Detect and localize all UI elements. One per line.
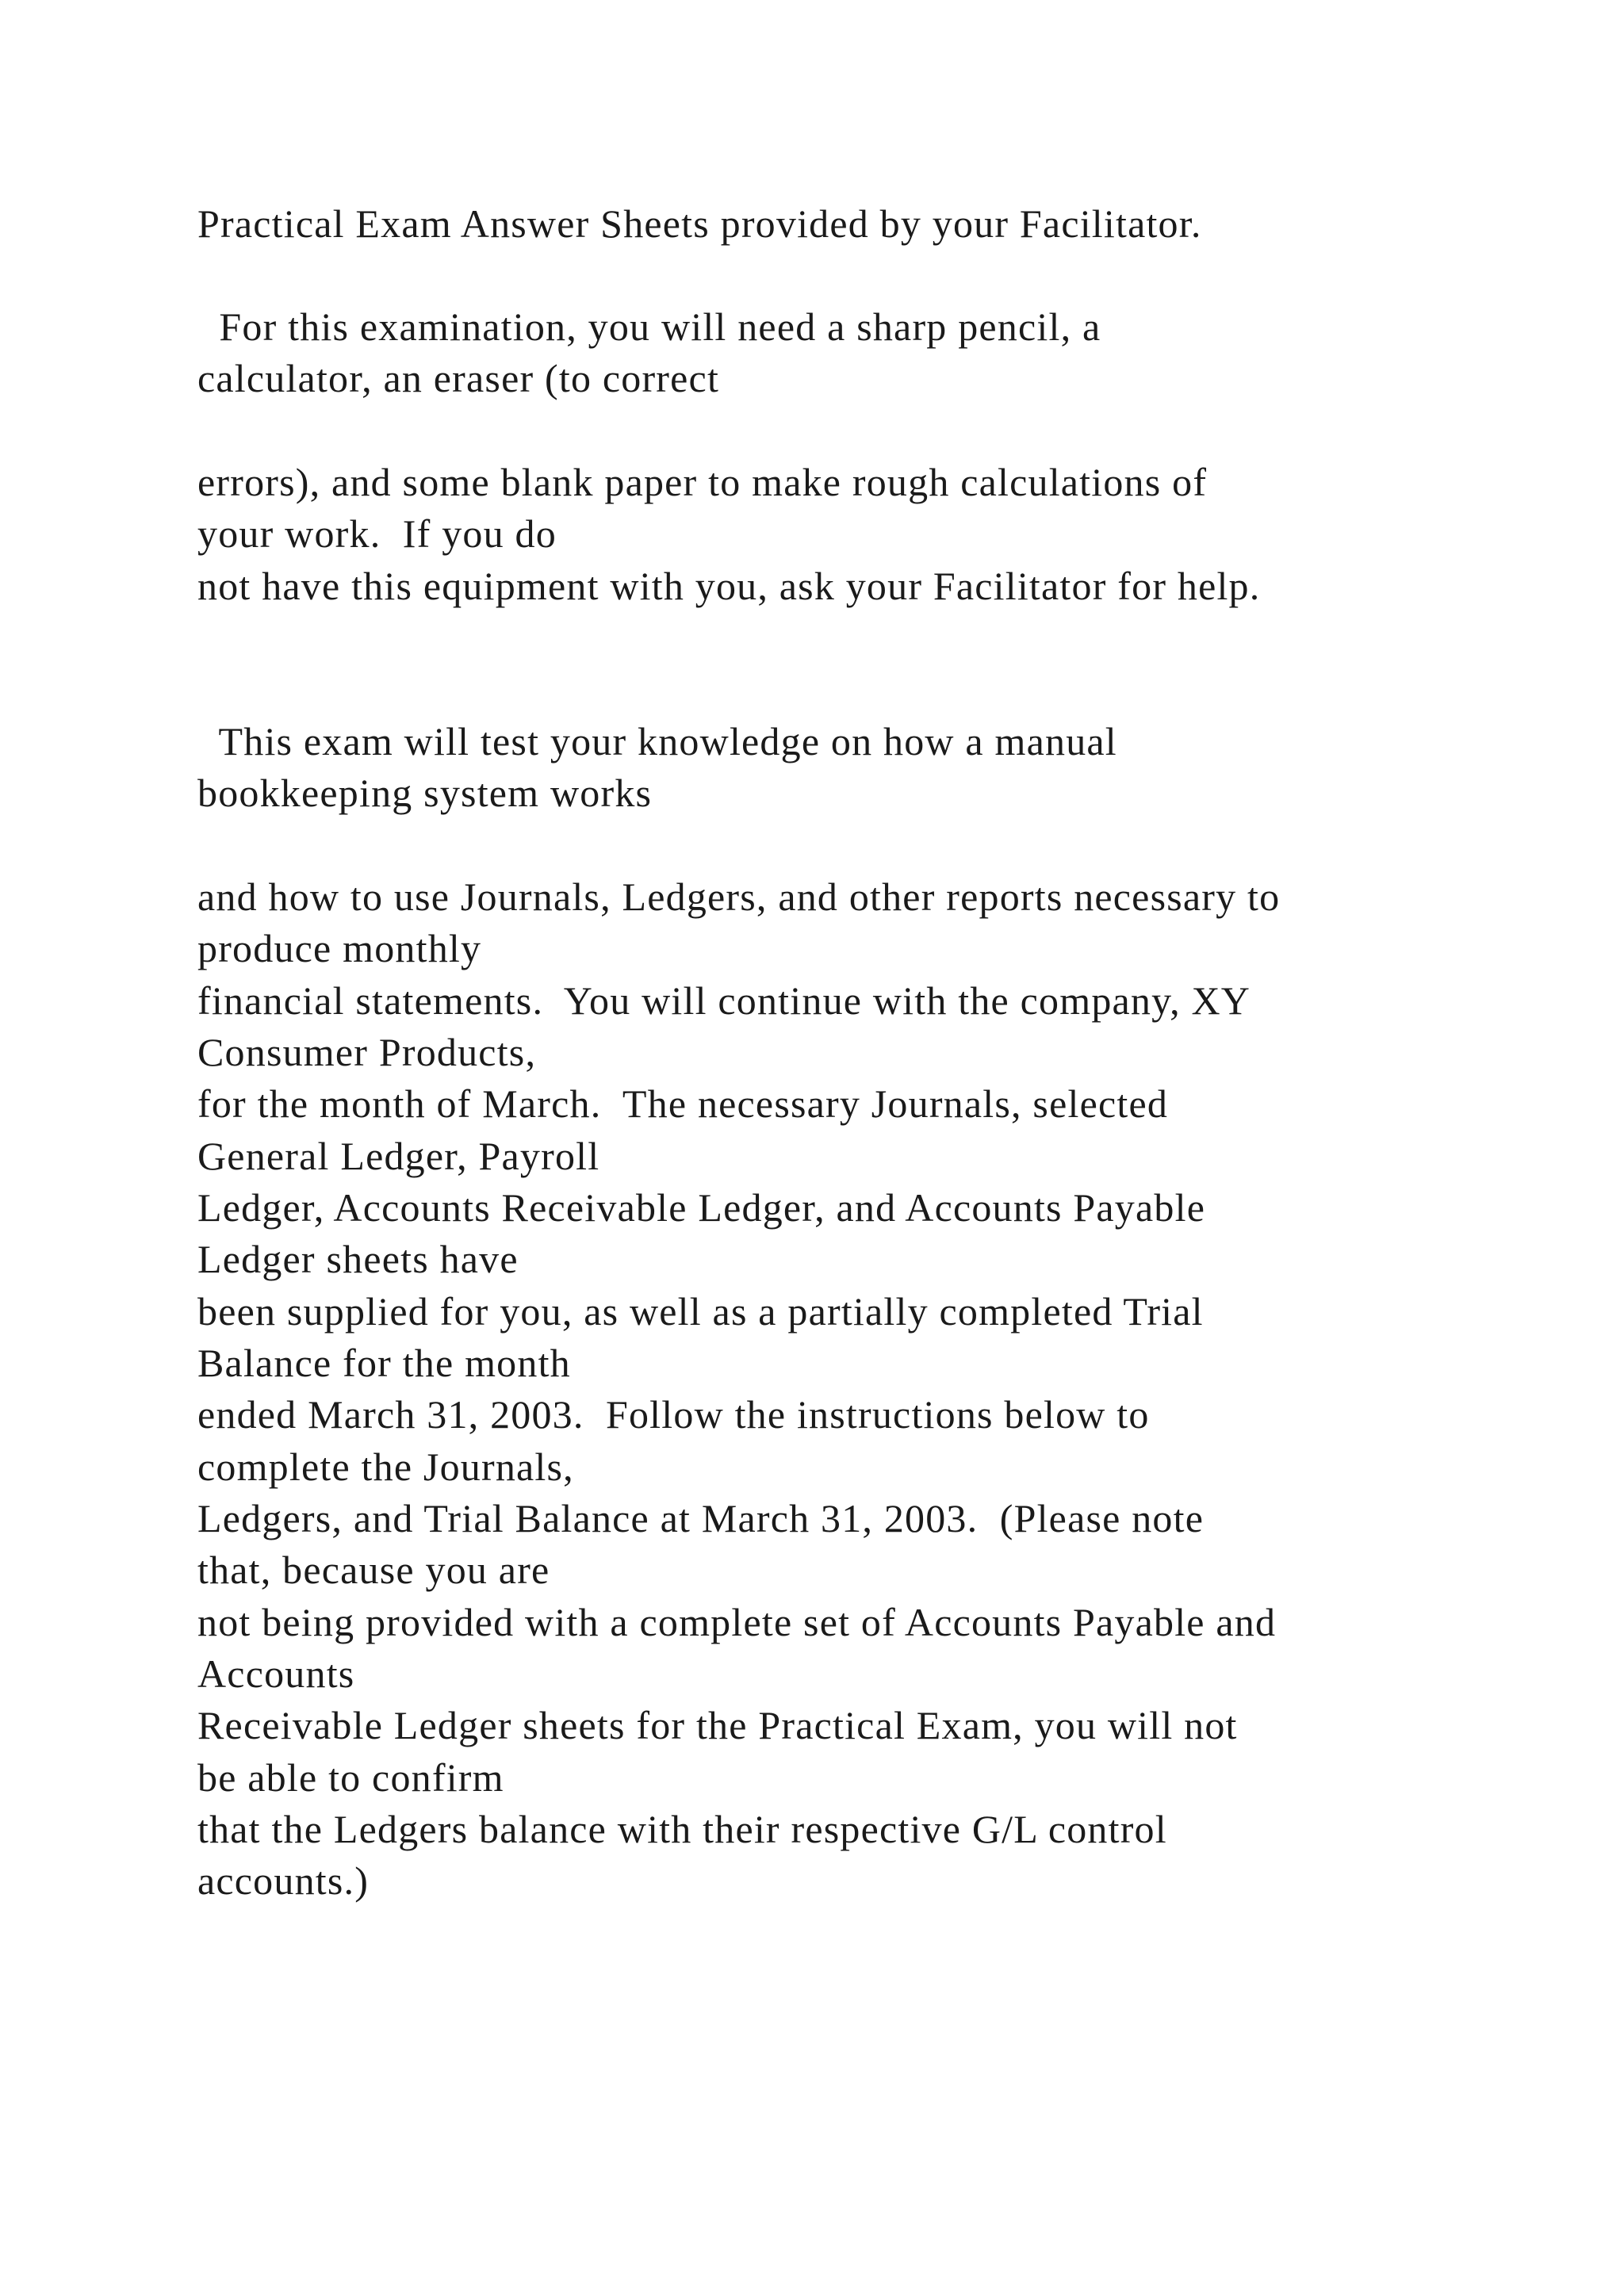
text-line: financial statements. You will continue with the company, XY [197,978,1251,1023]
text-line: your work. If you do [197,511,557,556]
text-line: Balance for the month [197,1341,571,1385]
text-line: produce monthly [197,926,482,970]
text-line: This exam will test your knowledge on how a manual [197,719,1117,763]
text-line: Accounts [197,1651,355,1696]
text-line: Ledgers, and Trial Balance at March 31, 2003. (Please note [197,1496,1205,1540]
text-line: Ledger, Accounts Receivable Ledger, and Accounts Payable [197,1185,1206,1230]
text-line: For this examination, you will need a sharp pencil, a [197,304,1101,349]
text-line: and how to use Journals, Ledgers, and other reports necessary to [197,874,1281,919]
text-line: errors), and some blank paper to make rough calculations of [197,460,1208,504]
text-line: accounts.) [197,1858,370,1903]
text-line: be able to confirm [197,1755,504,1800]
text-line: bookkeeping system works [197,771,653,815]
text-line: calculator, an eraser (to correct [197,356,720,400]
text-line: that the Ledgers balance with their respective G/L control [197,1807,1167,1851]
text-line: Ledger sheets have [197,1237,519,1281]
text-line: Consumer Products, [197,1030,537,1074]
text-line: ended March 31, 2003. Follow the instructions below to [197,1392,1150,1437]
text-line: that, because you are [197,1548,550,1592]
text-line: Practical Exam Answer Sheets provided by your Facilitator. [197,201,1202,246]
text-line: been supplied for you, as well as a partially completed Trial [197,1289,1204,1334]
text-line: not being provided with a complete set of Accounts Payable and [197,1600,1277,1644]
text-line: Receivable Ledger sheets for the Practical Exam, you will not [197,1703,1238,1747]
text-line: not have this equipment with you, ask your Facilitator for help. [197,564,1261,608]
text-line: for the month of March. The necessary Journals, selected [197,1081,1169,1126]
text-line: General Ledger, Payroll [197,1134,600,1178]
text-line: complete the Journals, [197,1445,574,1489]
